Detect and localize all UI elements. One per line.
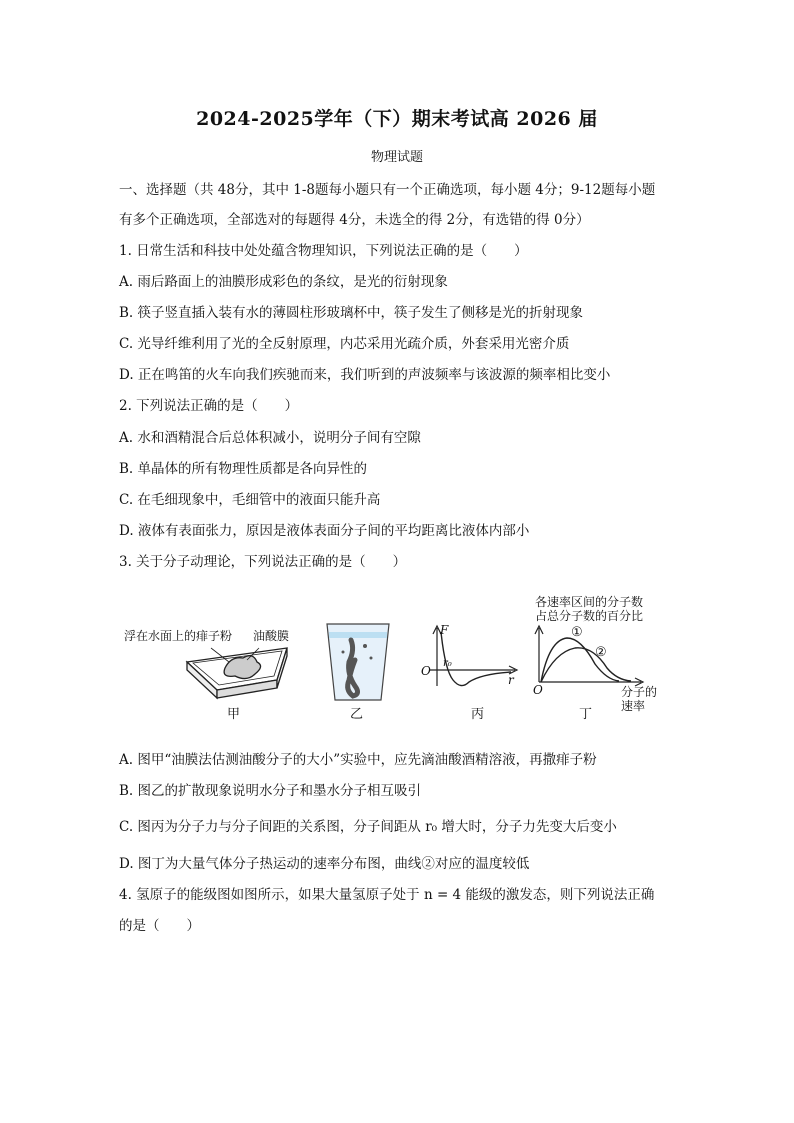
ding-x-label-line2: 速率 bbox=[621, 699, 646, 713]
question-1-option-d: D. 正在鸣笛的火车向我们疾驰而来，我们听到的声波频率与该波源的频率相比变小 bbox=[119, 367, 611, 383]
yi-caption: 乙 bbox=[350, 707, 364, 722]
ding-caption: 丁 bbox=[579, 707, 593, 722]
question-2-option-a: A. 水和酒精混合后总体积减小，说明分子间有空隙 bbox=[119, 430, 421, 446]
question-3-option-d: D. 图丁为大量气体分子热运动的速率分布图，曲线②对应的温度较低 bbox=[119, 856, 530, 872]
question-2-option-c: C. 在毛细现象中，毛细管中的液面只能升高 bbox=[119, 492, 381, 508]
jia-caption: 甲 bbox=[227, 707, 241, 722]
ding-title-line1: 各速率区间的分子数 bbox=[535, 595, 644, 609]
question-2-stem: 2. 下列说法正确的是（ ） bbox=[119, 398, 299, 414]
jia-powder-label: 浮在水面上的痱子粉 bbox=[124, 629, 233, 643]
ding-title-line2: 占总分子数的百分比 bbox=[535, 609, 644, 623]
ding-curve-2-label: ② bbox=[595, 645, 607, 660]
question-2-option-d: D. 液体有表面张力，原因是液体表面分子间的平均距离比液体内部小 bbox=[119, 523, 530, 539]
question-3-stem: 3. 关于分子动理论，下列说法正确的是（ ） bbox=[119, 554, 407, 570]
question-4-stem-line1: 4. 氢原子的能级图如图所示，如果大量氢原子处于 n = 4 能级的激发态，则下列说法正确 bbox=[119, 887, 655, 903]
question-1-stem: 1. 日常生活和科技中处处蕴含物理知识，下列说法正确的是（ ） bbox=[119, 243, 528, 259]
bing-caption: 丙 bbox=[471, 707, 485, 722]
question-3-figures bbox=[119, 590, 679, 725]
exam-subtitle: 物理试题 bbox=[370, 150, 423, 165]
question-2-option-b: B. 单晶体的所有物理性质都是各向异性的 bbox=[119, 461, 368, 477]
question-4-stem-line2: 的是（ ） bbox=[119, 918, 200, 934]
figure-illustrations bbox=[119, 590, 679, 725]
section-instructions-line1: 一、选择题（共 48分，其中 1-8题每小题只有一个正确选项，每小题 4分；9-12题每小题 bbox=[119, 182, 656, 198]
question-1-option-a: A. 雨后路面上的油膜形成彩色的条纹，是光的衍射现象 bbox=[119, 274, 448, 290]
ding-x-label-line1: 分子的 bbox=[621, 685, 658, 699]
exam-title: 2024-2025学年（下）期末考试高 2026 届 bbox=[196, 108, 598, 130]
bing-y-label: F bbox=[440, 623, 449, 637]
question-3-option-c: C. 图丙为分子力与分子间距的关系图，分子间距从 r₀ 增大时，分子力先变大后变小 bbox=[119, 819, 617, 835]
section-instructions-line2: 有多个正确选项，全部选对的每题得 4分，未选全的得 2分，有选错的得 0分） bbox=[119, 212, 590, 228]
bing-x-label: r bbox=[508, 673, 514, 687]
ding-curve-1-label: ① bbox=[571, 625, 583, 640]
figure-jia bbox=[187, 648, 287, 698]
question-3-option-a: A. 图甲“油膜法估测油酸分子的大小”实验中，应先滴油酸酒精溶液，再撒痱子粉 bbox=[119, 752, 597, 768]
figure-yi bbox=[327, 624, 389, 700]
bing-origin-label: O bbox=[421, 664, 431, 678]
question-1-option-b: B. 筷子竖直插入装有水的薄圆柱形玻璃杯中，筷子发生了侧移是光的折射现象 bbox=[119, 305, 584, 321]
question-3-option-b: B. 图乙的扩散现象说明水分子和墨水分子相互吸引 bbox=[119, 783, 422, 799]
jia-film-label: 油酸膜 bbox=[253, 629, 290, 643]
figure-ding bbox=[535, 626, 643, 686]
question-1-option-c: C. 光导纤维利用了光的全反射原理，内芯采用光疏介质，外套采用光密介质 bbox=[119, 336, 570, 352]
ding-origin-label: O bbox=[533, 683, 543, 697]
bing-r0-label: r₀ bbox=[443, 658, 452, 669]
